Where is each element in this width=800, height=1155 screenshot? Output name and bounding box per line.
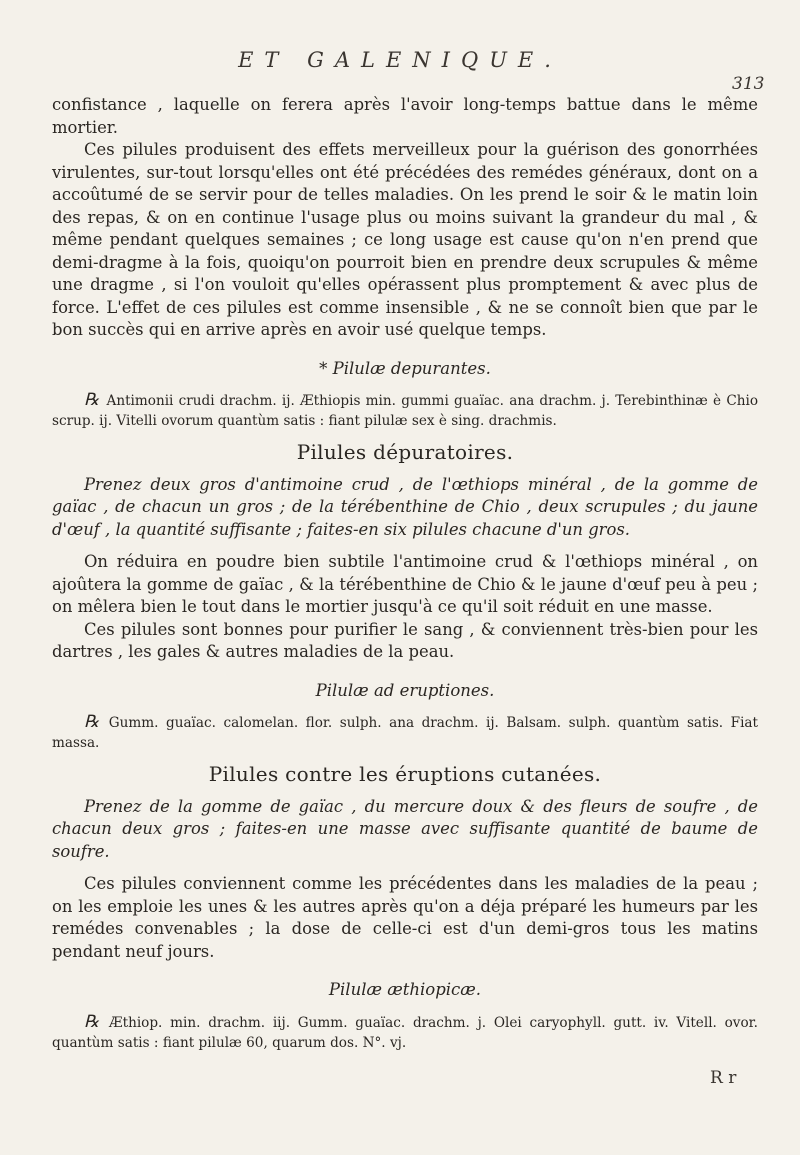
latin-recipe-aethiopicae: ℞ Æthiop. min. drachm. iij. Gumm. guaïac. drachm. j. Olei caryophyll. gutt. iv. Vitell. ovor. quantùm satis : fiant pilulæ 60, quarum dos. N°. vj. <box>52 1011 758 1051</box>
preparation-paragraph: On réduira en poudre bien subtile l'antimoine crud & l'œthiops minéral , on ajoûtera la gomme de gaïac , & la térébenthine de Chio & le jaune d'œuf peu à peu ; on mêlera bien le tout dans le mortier jusqu'à ce qu'il soit réduit en une masse. <box>52 552 758 616</box>
signature-mark: R r <box>710 1068 737 1088</box>
recipe-symbol-icon: ℞ <box>84 712 100 732</box>
french-heading-eruptions: Pilules contre les éruptions cutanées. <box>208 762 602 786</box>
recipe-symbol-icon: ℞ <box>84 1011 100 1032</box>
page-body <box>52 94 758 1053</box>
pills-effects-paragraph: Ces pilules produisent des effets merveilleux pour la guérison des gonorrhées virulentes, sur-tout lorsqu'elles ont été précédées des remédes généraux, dont on a accoûtumé de se servir pour de telles maladies. On les prend le soir & le matin loin des repas, & on en continue l'usage plus ou moins suivant la grandeur du mal , & même pendant quelques semaines ; ce long usage est cause qu'on n'en prend que demi-dragme à la fois, quoiqu'on pourroit bien en prendre deux scrupules & même une dragme , si l'on vouloit qu'elles opérassent plus promptement & avec plus de force. L'effet de ces pilules est comme insensible , & ne se connoît bien que par le bon succès qui en arrive après en avoir usé quelque temps. <box>52 140 758 339</box>
recipe-symbol-icon: ℞ <box>84 390 100 410</box>
latin-heading-depurantes: * Pilulæ depurantes. <box>319 358 491 378</box>
french-recipe-eruptions: Prenez de la gomme de gaïac , du mercure doux & des fleurs de soufre , de chacun deux gros ; faites-en une masse avec suffisante quantité de baume de soufre. <box>52 796 758 861</box>
latin-heading-eruptiones: Pilulæ ad eruptiones. <box>315 680 495 700</box>
uses-paragraph-depuratoires: Ces pilules sont bonnes pour purifier le sang , & conviennent très-bien pour les dartres , les gales & autres maladies de la peau. <box>52 619 758 661</box>
latin-recipe-depurantes: ℞ Antimonii crudi drachm. ij. Æthiopis min. gummi guaïac. ana drachm. j. Terebinthinæ è Chio scrup. ij. Vitelli ovorum quantùm satis : fiant pilulæ sex è sing. drachmis. <box>52 390 759 429</box>
latin-heading-aethiopicae: Pilulæ æthiopicæ. <box>328 980 482 999</box>
french-heading-depuratoires: Pilules dépuratoires. <box>296 440 514 464</box>
uses-paragraph-eruptions: Ces pilules conviennent comme les précédentes dans les maladies de la peau ; on les emploie les unes & les autres après qu'on a déja préparé les humeurs par les remédes convenables ; la dose de celle-ci est d'un demi-gros tous les matins pendant neuf jours. <box>52 874 758 961</box>
french-recipe-depuratoires: Prenez deux gros d'antimoine crud , de l'œthiops minéral , de la gomme de gaïac , de chacun un gros ; de la térébenthine de Chio , deux scrupules ; du jaune d'œuf , la quantité suffisante ; faites-en six pilules chacune d'un gros. <box>52 474 758 539</box>
latin-recipe-eruptiones: ℞ Gumm. guaïac. calomelan. flor. sulph. ana drachm. ij. Balsam. sulph. quantùm satis. Fiat massa. <box>52 712 758 751</box>
continued-paragraph: confistance , laquelle on ferera après l'avoir long-temps battue dans le même mortier. <box>52 95 758 137</box>
running-title: ET GALENIQUE. <box>238 48 562 72</box>
page-number: 313 <box>732 74 765 94</box>
